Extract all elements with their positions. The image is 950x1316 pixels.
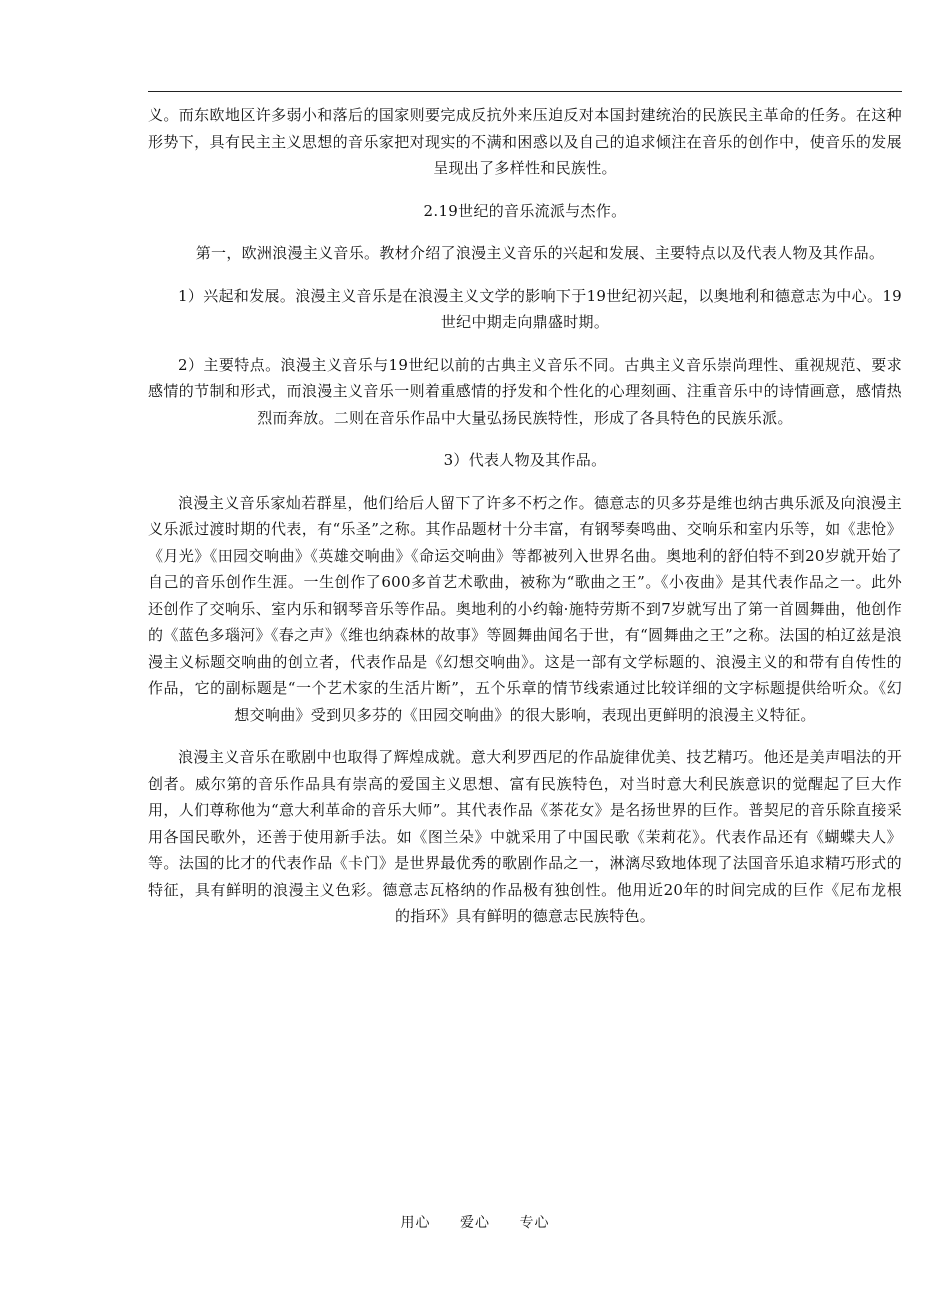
section-heading: 2.19世纪的音乐流派与杰作。	[423, 201, 627, 220]
spacer	[148, 431, 902, 447]
document-body	[148, 102, 902, 930]
spacer	[148, 728, 902, 744]
spacer	[148, 474, 902, 490]
paragraph-intro: 第一，欧洲浪漫主义音乐。教材介绍了浪漫主义音乐的兴起和发展、主要特点以及代表人物及其作品。	[195, 244, 885, 262]
paragraph-composers: 浪漫主义音乐家灿若群星，他们给后人留下了许多不朽之作。德意志的贝多芬是维也纳古典乐派及向浪漫主义乐派过渡时期的代表，有“乐圣”之称。其作品题材十分丰富，有钢琴奏鸣曲、交响乐和室内乐等，如《悲怆》《月光》《田园交响曲》《英雄交响曲》《命运交响曲》等都被列入世界名曲。奥地利的舒伯特不到20岁就开始了自己的音乐创作生涯。一生创作了600多首艺术歌曲，被称为“歌曲之王”。《小夜曲》是其代表作品之一。此外还创作了交响乐、室内乐和钢琴音乐等作品。奥地利的小约翰·施特劳斯不到7岁就写出了第一首圆舞曲，他创作的《蓝色多瑙河》《春之声》《维也纳森林的故事》等圆舞曲闻名于世，有“圆舞曲之王”之称。法国的柏辽兹是浪漫主义标题交响曲的创立者，代表作品是《幻想交响曲》。这是一部有文学标题的、浪漫主义的和带有自传性的作品，它的副标题是“一个艺术家的生活片断”，五个乐章的情节线索通过比较详细的文字标题提供给听众。《幻想交响曲》受到贝多芬的《田园交响曲》的很大影响，表现出更鲜明的浪漫主义特征。	[148, 493, 902, 724]
footer-item: 爱心	[460, 1215, 490, 1231]
footer-item: 专心	[519, 1215, 550, 1231]
header-rule	[148, 91, 902, 92]
paragraph-continuation: 义。而东欧地区许多弱小和落后的国家则要完成反抗外来压迫反对本国封建统治的民族民主革命的任务。在这种形势下，具有民主主义思想的音乐家把对现实的不满和困惑以及自己的追求倾注在音乐的创作中，使音乐的发展呈现出了多样性和民族性。	[148, 106, 902, 177]
spacer	[148, 182, 902, 198]
paragraph-main-features: 2）主要特点。浪漫主义音乐与19世纪以前的古典主义音乐不同。古典主义音乐崇尚理性、重视规范、要求感情的节制和形式，而浪漫主义音乐一则着重感情的抒发和个性化的心理刻画、注重音乐中的诗情画意，感情热烈而奔放。二则在音乐作品中大量弘扬民族特性，形成了各具特色的民族乐派。	[148, 355, 902, 427]
subsection-heading: 3）代表人物及其作品。	[443, 451, 607, 469]
spacer	[148, 267, 902, 283]
page-footer	[0, 1212, 950, 1232]
spacer	[148, 224, 902, 240]
paragraph-opera: 浪漫主义音乐在歌剧中也取得了辉煌成就。意大利罗西尼的作品旋律优美、技艺精巧。他还是美声唱法的开创者。威尔第的音乐作品具有崇高的爱国主义思想、富有民族特色，对当时意大利民族意识的觉醒起了巨大作用，人们尊称他为“意大利革命的音乐大师”。其代表作品《茶花女》是名扬世界的巨作。普契尼的音乐除直接采用各国民歌外，还善于使用新手法。如《图兰朵》中就采用了中国民歌《茉莉花》。代表作品还有《蝴蝶夫人》等。法国的比才的代表作品《卡门》是世界最优秀的歌剧作品之一，淋漓尽致地体现了法国音乐追求精巧形式的特征，具有鲜明的浪漫主义色彩。德意志瓦格纳的作品极有独创性。他用近20年的时间完成的巨作《尼布龙根的指环》具有鲜明的德意志民族特色。	[148, 748, 902, 925]
spacer	[148, 336, 902, 352]
footer-item: 用心	[400, 1215, 431, 1231]
paragraph-rise-development: 1）兴起和发展。浪漫主义音乐是在浪漫主义文学的影响下于19世纪初兴起，以奥地利和德意志为中心。19世纪中期走向鼎盛时期。	[178, 286, 902, 331]
